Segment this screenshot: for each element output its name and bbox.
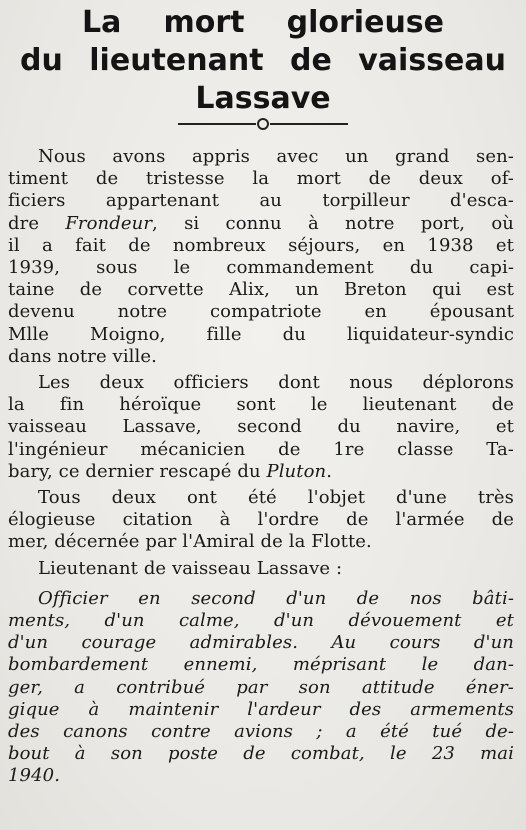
headline-line-3: Lassave xyxy=(195,81,331,116)
text-line: vaisseau Lassave, second du navire, et xyxy=(8,416,514,438)
paragraph-4 xyxy=(8,558,514,580)
headline-line-1: La mort glorieuse xyxy=(82,5,444,40)
headline-line-2: du lieutenant de vaisseau xyxy=(20,43,506,78)
ship-name: Frondeur xyxy=(65,212,153,234)
text-line: Tous deux ont été l'objet d'une très xyxy=(38,487,514,509)
text-line: Mlle Moigno, fille du liquidateur-syndic xyxy=(8,323,514,345)
text-line: l'ingénieur mécanicien de 1re classe Ta- xyxy=(8,438,514,460)
text-line: ger, a contribué par son attitude éner- xyxy=(8,676,514,698)
text-line: élogieuse citation à l'ordre de l'armée de xyxy=(8,509,514,531)
text-line: mer, décernée par l'Amiral de la Flotte. xyxy=(8,531,372,553)
text-line: 1939, sous le commandement du capi- xyxy=(8,257,514,279)
text-line: Nous avons appris avec un grand sen- xyxy=(38,146,514,167)
text-line: Les deux officiers dont nous déplorons xyxy=(38,372,514,394)
paragraph-3 xyxy=(8,487,514,554)
article-headline xyxy=(10,4,516,118)
paragraph-1 xyxy=(8,146,514,368)
text-line: la fin héroïque sont le lieutenant de xyxy=(8,394,514,416)
text-line: dans notre ville. xyxy=(8,345,157,367)
text-line: il a fait de nombreux séjours, en 1938 et xyxy=(8,234,514,256)
text-line: gique à maintenir l'ardeur des armements xyxy=(8,698,514,720)
ship-name: Pluton xyxy=(266,460,327,482)
text-line: ments, d'un calme, d'un dévouement et xyxy=(8,610,514,632)
paragraph-2 xyxy=(8,372,514,483)
text-line: Officier en second d'un de nos bâti- xyxy=(38,587,514,609)
citation-heading: Lieutenant de vaisseau Lassave : xyxy=(38,557,343,579)
text-line: ficiers appartenant au torpilleur d'esca- xyxy=(8,190,514,212)
text-line: des canons contre avions ; a été tué de- xyxy=(8,721,514,743)
text-line: d'un courage admirables. Au cours d'un xyxy=(8,632,514,654)
text-line: timent de tristesse la mort de deux of- xyxy=(8,168,514,190)
text-line: bout à son poste de combat, le 23 mai xyxy=(8,743,514,765)
text-line: bombardement ennemi, méprisant le dan- xyxy=(8,654,514,676)
text-line: devenu notre compatriote en épousant xyxy=(8,301,514,323)
citation-text xyxy=(8,588,514,788)
text-line: 1940. xyxy=(8,765,61,787)
headline-ornament xyxy=(0,117,526,131)
text-line: dre Frondeur, si connu à notre port, où xyxy=(8,212,514,234)
text-line: bary, ce dernier rescapé du Pluton. xyxy=(8,460,333,482)
article-body xyxy=(8,146,514,792)
text-line: taine de corvette Alix, un Breton qui est xyxy=(8,279,514,301)
